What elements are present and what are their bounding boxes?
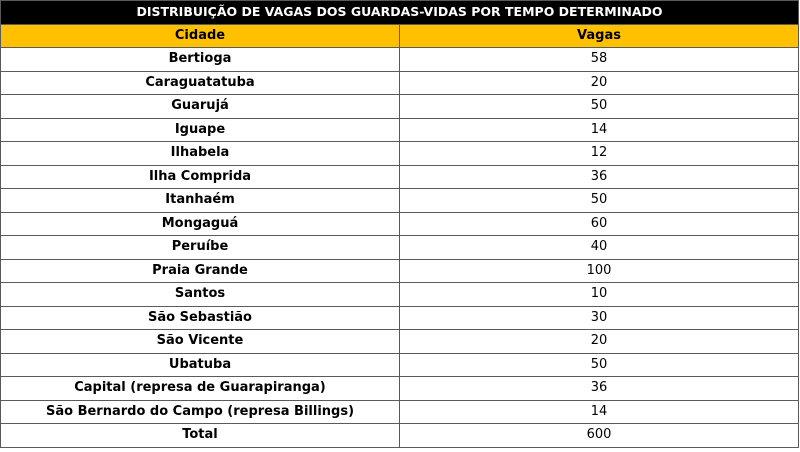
vagas-cell: 20	[400, 330, 799, 354]
table-title: DISTRIBUIÇÃO DE VAGAS DOS GUARDAS-VIDAS POR TEMPO DETERMINADO	[1, 1, 799, 25]
city-cell: Ilha Comprida	[1, 165, 400, 189]
table-row	[1, 400, 799, 424]
table-row	[1, 71, 799, 95]
table-row	[1, 259, 799, 283]
table-title-row	[1, 1, 799, 25]
vagas-cell: 40	[400, 236, 799, 260]
vagas-cell: 30	[400, 306, 799, 330]
city-cell: São Vicente	[1, 330, 400, 354]
column-header-city: Cidade	[1, 24, 400, 48]
city-cell: Bertioga	[1, 48, 400, 72]
table-row	[1, 330, 799, 354]
vagas-cell: 100	[400, 259, 799, 283]
vagas-cell: 36	[400, 377, 799, 401]
table-row	[1, 165, 799, 189]
city-cell: Peruíbe	[1, 236, 400, 260]
total-row	[1, 424, 799, 448]
city-cell: Praia Grande	[1, 259, 400, 283]
table-row	[1, 236, 799, 260]
table-body	[1, 48, 799, 448]
city-cell: Ilhabela	[1, 142, 400, 166]
vagas-cell: 60	[400, 212, 799, 236]
table-row	[1, 118, 799, 142]
total-value: 600	[400, 424, 799, 448]
city-cell: São Bernardo do Campo (represa Billings)	[1, 400, 400, 424]
table-row	[1, 353, 799, 377]
city-cell: Caraguatatuba	[1, 71, 400, 95]
vagas-cell: 36	[400, 165, 799, 189]
table-row	[1, 377, 799, 401]
table-header-row	[1, 24, 799, 48]
vagas-cell: 12	[400, 142, 799, 166]
table-row	[1, 95, 799, 119]
city-cell: Guarujá	[1, 95, 400, 119]
city-cell: Itanhaém	[1, 189, 400, 213]
table-row	[1, 142, 799, 166]
city-cell: São Sebastião	[1, 306, 400, 330]
city-cell: Iguape	[1, 118, 400, 142]
table-row	[1, 306, 799, 330]
table-row	[1, 283, 799, 307]
table-row	[1, 48, 799, 72]
total-label: Total	[1, 424, 400, 448]
vagas-cell: 10	[400, 283, 799, 307]
city-cell: Santos	[1, 283, 400, 307]
city-cell: Ubatuba	[1, 353, 400, 377]
city-cell: Capital (represa de Guarapiranga)	[1, 377, 400, 401]
vagas-cell: 14	[400, 400, 799, 424]
column-header-vagas: Vagas	[400, 24, 799, 48]
vagas-cell: 14	[400, 118, 799, 142]
table-row	[1, 189, 799, 213]
vagas-cell: 50	[400, 95, 799, 119]
vagas-cell: 50	[400, 353, 799, 377]
table-row	[1, 212, 799, 236]
city-cell: Mongaguá	[1, 212, 400, 236]
vagas-cell: 50	[400, 189, 799, 213]
vagas-cell: 20	[400, 71, 799, 95]
vagas-cell: 58	[400, 48, 799, 72]
